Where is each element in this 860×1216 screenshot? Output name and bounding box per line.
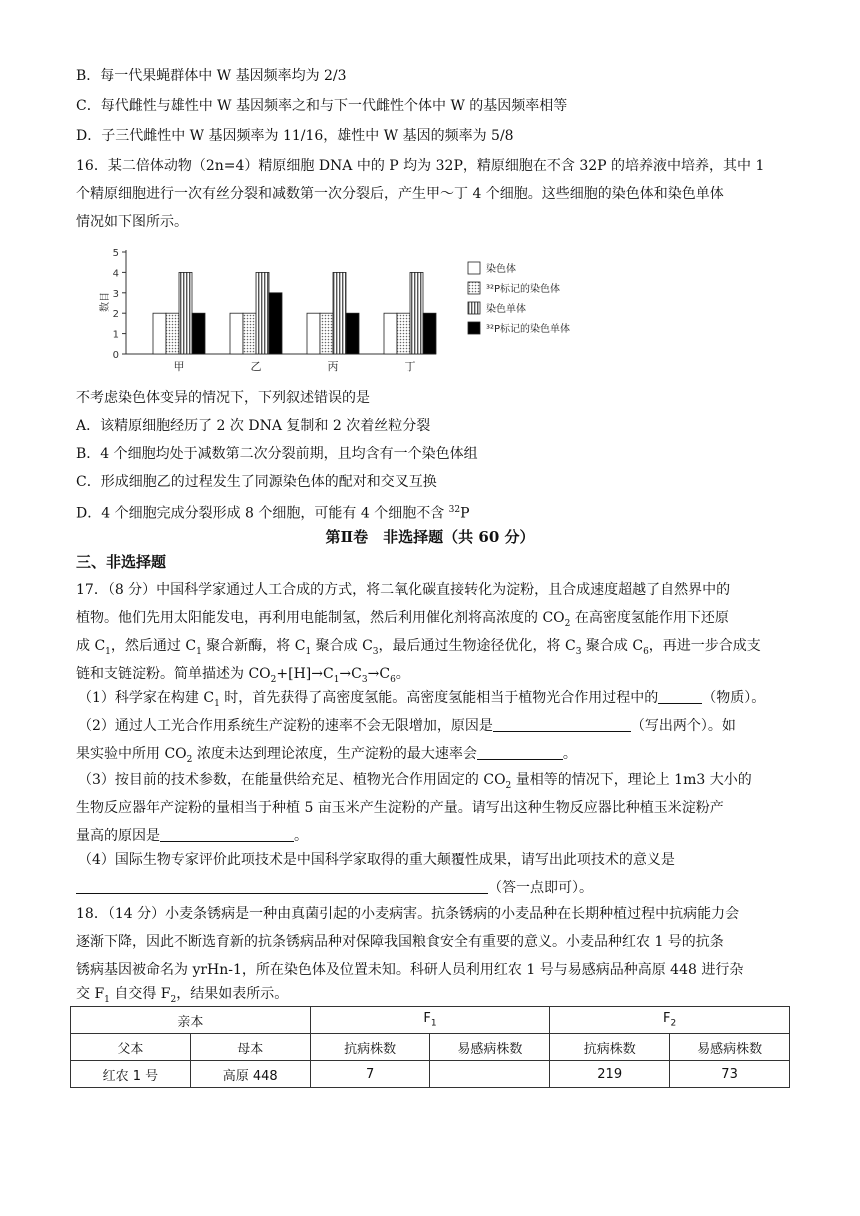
y-tick-label: 3 — [112, 288, 119, 300]
q17-line4: 链和支链淀粉。简单描述为 $CO_2+[H]\to C_1\to C_3\to C_6$。 — [76, 666, 410, 685]
table-cell: 父本 — [71, 1034, 191, 1061]
y-tick-label: 2 — [112, 309, 119, 321]
answer-blank[interactable] — [160, 827, 294, 842]
table-cell: 73 — [670, 1061, 790, 1088]
legend-label: ³²P标记的染色单体 — [486, 324, 571, 335]
q16-option-a: A．该精原细胞经历了 2 次 DNA 复制和 2 次着丝粒分裂 — [76, 418, 431, 434]
q16-bar-chart — [96, 242, 616, 374]
q17-line1: 17．（8 分）中国科学家通过人工合成的方式，将二氧化碳直接转化为淀粉，且合成速度超越了自然界中的 — [76, 582, 731, 598]
legend-swatch — [468, 302, 480, 314]
table-cell: 母本 — [190, 1034, 310, 1061]
x-tick-label: 乙 — [250, 360, 262, 373]
q16-stem-line1: 16．某二倍体动物（2n=4）精原细胞 DNA 中的 P 均为 32P，精原细胞在不含 32P 的培养液中培养，其中 1 — [76, 158, 765, 174]
q18-line1: 18．（14 分）小麦条锈病是一种由真菌引起的小麦病害。抗条锈病的小麦品种在长期种植过程中抗病能力会 — [76, 906, 740, 922]
y-tick-label: 5 — [112, 248, 119, 259]
bar — [230, 313, 243, 354]
bar — [333, 272, 346, 354]
bar — [307, 313, 320, 354]
q17-part2-line1: （2）通过人工光合作用系统生产淀粉的速率不会无限增加，原因是 （写出两个）。如 — [78, 718, 736, 734]
bar — [166, 313, 179, 354]
table-row — [71, 1007, 790, 1034]
y-axis-label: 数目 — [100, 292, 111, 312]
answer-blank[interactable] — [658, 689, 702, 704]
bar — [256, 272, 269, 354]
section-heading: 三、非选择题 — [76, 553, 167, 571]
bar — [320, 313, 333, 354]
q17-part2-line2: 果实验中所用 $CO_2$ 浓度未达到理论浓度，生产淀粉的最大速率会 。 — [76, 746, 577, 765]
x-tick-label: 甲 — [173, 360, 185, 373]
legend-swatch — [468, 262, 480, 274]
q15-option-c: C．每代雌性与雄性中 W 基因频率之和与下一代雌性个体中 W 的基因频率相等 — [76, 98, 568, 114]
y-tick-label: 4 — [112, 268, 119, 280]
table-cell — [430, 1061, 550, 1088]
bar — [179, 272, 192, 354]
table-cell: 易感病株数 — [430, 1034, 550, 1061]
legend-swatch — [468, 322, 480, 334]
table-cell: 219 — [550, 1061, 670, 1088]
q18-line3: 锈病基因被命名为 yrHn-1，所在染色体及位置未知。科研人员利用红农 1 号与易感病品种高原 448 进行杂 — [76, 962, 744, 978]
answer-blank[interactable] — [76, 879, 488, 894]
table-cell: 易感病株数 — [670, 1034, 790, 1061]
q16-stem-line3: 情况如下图所示。 — [76, 214, 188, 230]
table-header-f1: $F_1$ — [310, 1007, 550, 1034]
legend-swatch — [468, 282, 480, 294]
q16-option-d: D．4 个细胞完成分裂形成 8 个细胞，可能有 4 个细胞不含 $^{32}$P — [76, 505, 470, 522]
q17-line3: 成 $C_1$，然后通过 $C_1$ 聚合新酶，将 $C_1$ 聚合成 $C_3$，最后通过生物途径优化，将 $C_3$ 聚合成 $C_6$，再进一步合成支 — [76, 638, 761, 657]
q17-part4-line1: （4）国际生物专家评价此项技术是中国科学家取得的重大颠覆性成果，请写出此项技术的意义是 — [78, 852, 675, 868]
bar — [269, 293, 282, 354]
q17-part4-line2: （答一点即可）。 — [76, 878, 593, 898]
bar — [384, 313, 397, 354]
bar — [346, 313, 359, 354]
answer-blank[interactable] — [493, 717, 631, 732]
q17-part1: （1）科学家在构建 $C_1$ 时，首先获得了高密度氢能。高密度氢能相当于植物光合作用过程中的 （物质）。 — [78, 690, 766, 709]
bar — [153, 313, 166, 354]
bar — [423, 313, 436, 354]
q17-line2: 植物。他们先用太阳能发电，再利用电能制氢，然后利用催化剂将高浓度的 $CO_2$ 在高密度氢能作用下还原 — [76, 610, 729, 629]
q18-results-table — [70, 1006, 790, 1088]
q16-option-b: B．4 个细胞均处于减数第二次分裂前期，且均含有一个染色体组 — [76, 446, 478, 462]
table-cell: 抗病株数 — [310, 1034, 430, 1061]
table-cell: 7 — [310, 1061, 430, 1088]
q17-part3-line2: 生物反应器年产淀粉的量相当于种植 5 亩玉米产生淀粉的产量。请写出这种生物反应器比种植玉米淀粉产 — [76, 800, 724, 816]
q17-part3-line1: （3）按目前的技术参数，在能量供给充足、植物光合作用固定的 $CO_2$ 量相等的情况下，理论上 1m3 大小的 — [78, 772, 752, 791]
legend-label: 染色单体 — [486, 304, 526, 315]
bar — [410, 272, 423, 354]
table-header-parent: 亲本 — [71, 1007, 311, 1034]
q15-option-b: B．每一代果蝇群体中 W 基因频率均为 2/3 — [76, 68, 347, 84]
table-cell: 抗病株数 — [550, 1034, 670, 1061]
x-tick-label: 丙 — [327, 360, 339, 373]
part2-title: 第Ⅱ卷 非选择题（共 60 分） — [325, 528, 535, 546]
x-tick-label: 丁 — [404, 360, 416, 373]
table-row — [71, 1034, 790, 1061]
bar — [397, 313, 410, 354]
bar — [243, 313, 256, 354]
table-row — [71, 1061, 790, 1088]
table-cell: 高原 448 — [190, 1061, 310, 1088]
q16-question: 不考虑染色体变异的情况下，下列叙述错误的是 — [76, 390, 370, 406]
y-tick-label: 1 — [112, 329, 119, 341]
q17-part3-line3: 量高的原因是 。 — [76, 828, 308, 844]
y-tick-label: 0 — [112, 350, 119, 361]
q16-option-c: C．形成细胞乙的过程发生了同源染色体的配对和交叉互换 — [76, 474, 437, 490]
q18-line4: 交 $F_1$ 自交得 $F_2$，结果如表所示。 — [76, 986, 289, 1005]
table-cell: 红农 1 号 — [71, 1061, 191, 1088]
q15-option-d: D．子三代雌性中 W 基因频率为 11/16，雄性中 W 基因的频率为 5/8 — [76, 128, 514, 144]
q16-stem-line2: 个精原细胞进行一次有丝分裂和减数第一次分裂后，产生甲～丁 4 个细胞。这些细胞的染色体和染色单体 — [76, 186, 724, 202]
bar — [192, 313, 205, 354]
legend-label: 染色体 — [486, 264, 516, 275]
legend-label: ³²P标记的染色体 — [486, 284, 561, 295]
q18-line2: 逐渐下降，因此不断选育新的抗条锈病品种对保障我国粮食安全有重要的意义。小麦品种红农 1 号的抗条 — [76, 934, 724, 950]
table-header-f2: $F_2$ — [550, 1007, 790, 1034]
answer-blank[interactable] — [477, 745, 563, 760]
